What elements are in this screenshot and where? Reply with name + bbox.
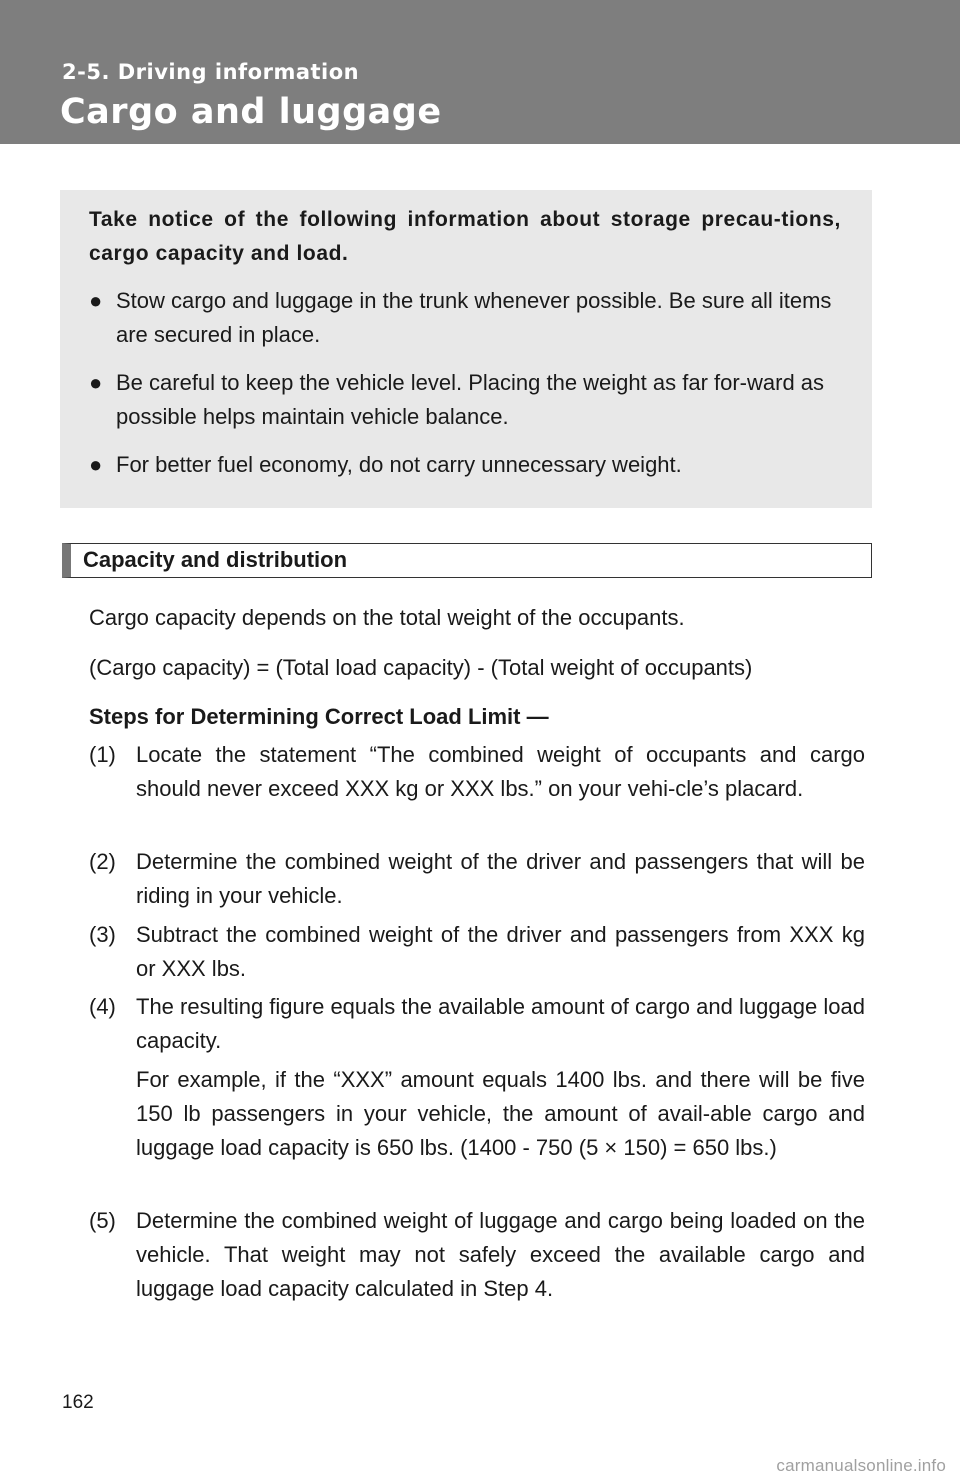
notice-bullet [89, 448, 849, 482]
page-title: Cargo and luggage [60, 92, 442, 132]
notice-intro: Take notice of the following information about storage precau-tions, cargo capacity and load. [89, 208, 841, 265]
step-number: (5) [89, 1208, 116, 1233]
page-header [0, 0, 960, 144]
bullet-icon: ● [89, 288, 103, 313]
bullet-icon: ● [89, 452, 103, 477]
section-label: 2-5. Driving information [62, 60, 360, 84]
capacity-heading [62, 543, 872, 578]
step-number: (2) [89, 849, 116, 874]
step-number: (4) [89, 994, 116, 1019]
notice-box [60, 190, 872, 508]
capacity-heading-text: Capacity and distribution [83, 547, 348, 572]
page-number: 162 [62, 1392, 94, 1413]
bullet-text: Be careful to keep the vehicle level. Placing the weight as far for-ward as possible helps maintain vehicle balance. [116, 370, 825, 429]
watermark: carmanualsonline.info [776, 1456, 946, 1475]
step-item [89, 1204, 865, 1306]
step-text: Locate the statement “The combined weight of occupants and cargo should never exceed XXX kg or XXX lbs.” on your vehi-cle’s placard. [136, 742, 865, 801]
notice-bullet [89, 366, 849, 434]
step-item [89, 738, 865, 806]
step-number: (3) [89, 922, 116, 947]
bullet-text: Stow cargo and luggage in the trunk whenever possible. Be sure all items are secured in place. [116, 288, 832, 347]
step-item [89, 918, 865, 986]
capacity-formula: (Cargo capacity) = (Total load capacity) - (Total weight of occupants) [89, 655, 753, 680]
step-text: Determine the combined weight of the driver and passengers that will be riding in your vehicle. [136, 849, 865, 908]
step-number: (1) [89, 742, 116, 767]
step-text: Determine the combined weight of luggage and cargo being loaded on the vehicle. That weight may not safely exceed the available cargo and luggage load capacity calculated in Step 4. [136, 1208, 865, 1301]
step-item [89, 845, 865, 913]
capacity-paragraph: Cargo capacity depends on the total weight of the occupants. [89, 605, 685, 630]
notice-bullet [89, 284, 849, 352]
step-text: The resulting figure equals the available amount of cargo and luggage load capacity. [136, 994, 865, 1053]
example-paragraph: For example, if the “XXX” amount equals 1400 lbs. and there will be five 150 lb passengers in your vehicle, the amount of avail-able cargo and luggage load capacity is 650 lbs. (1400 - 750 (5 × 150) = 650 lbs.) [136, 1067, 865, 1160]
step-text: Subtract the combined weight of the driver and passengers from XXX kg or XXX lbs. [136, 922, 865, 981]
step-item [89, 990, 865, 1058]
steps-heading: Steps for Determining Correct Load Limit — [89, 704, 549, 729]
bullet-text: For better fuel economy, do not carry unnecessary weight. [116, 452, 682, 477]
bullet-icon: ● [89, 370, 103, 395]
